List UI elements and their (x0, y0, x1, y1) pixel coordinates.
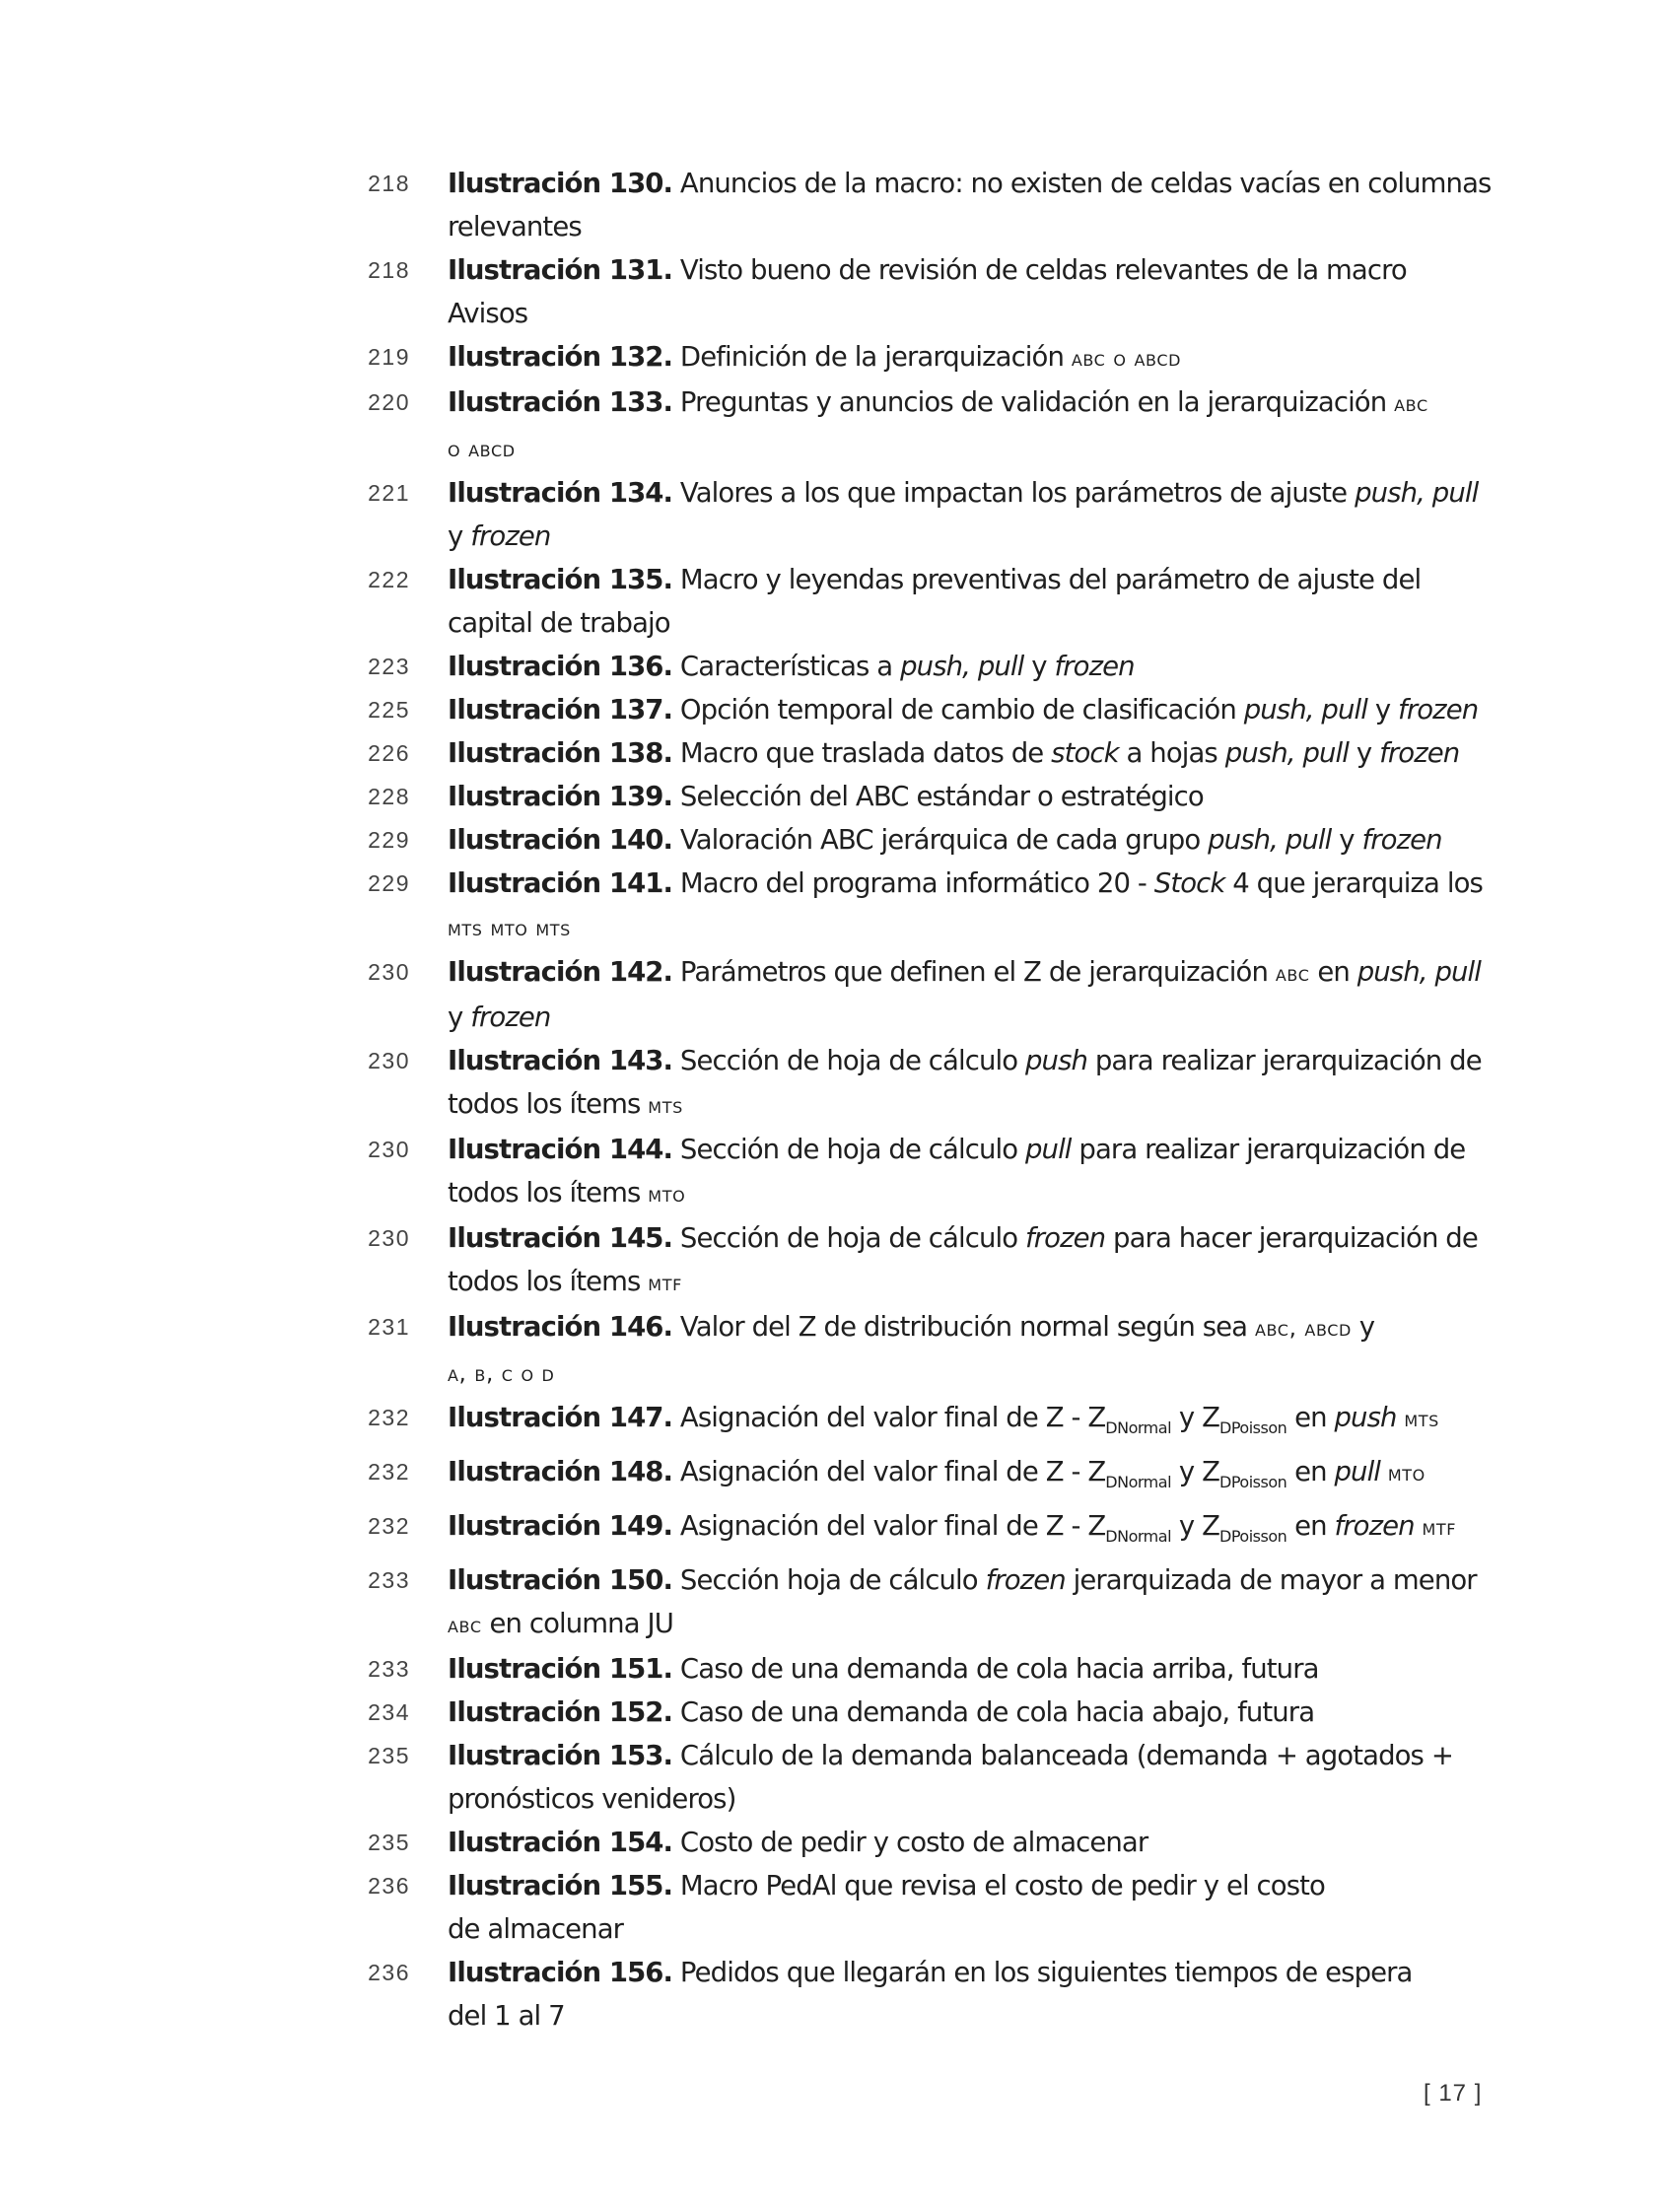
entry-text-part: Macro que traslada datos de (672, 737, 1052, 769)
entry-text-part: y (1023, 651, 1055, 682)
toc-entry[interactable] (359, 1305, 1493, 1396)
subscript: DNormal (1105, 1418, 1172, 1437)
entry-text-part: en (1309, 956, 1357, 988)
acronym: mts (648, 1093, 683, 1119)
acronym: mto (1387, 1461, 1426, 1486)
entry-text-part: Asignación del valor final de Z - Z (672, 1510, 1106, 1542)
italic-term: push, pull (1224, 737, 1350, 769)
entry-label: Ilustración 138. (448, 737, 673, 769)
entry-text-part: en columna JU (481, 1608, 673, 1639)
acronym: o abcd (448, 437, 516, 462)
entry-text-part: Sección hoja de cálculo (672, 1564, 986, 1596)
toc-entry[interactable] (359, 775, 1493, 818)
entry-text-part: Caso de una demanda de cola hacia abajo, futura (672, 1696, 1315, 1728)
entry-text (448, 1653, 1319, 1685)
entry-text (448, 1311, 1374, 1388)
entry-label: Ilustración 150. (448, 1564, 673, 1596)
toc-entry[interactable] (359, 1128, 1493, 1216)
subscript: DPoisson (1219, 1473, 1287, 1491)
italic-term: frozen (470, 1002, 551, 1033)
italic-term: frozen (1379, 737, 1460, 769)
acronym: mtf (1422, 1515, 1457, 1541)
entry-label: Ilustración 142. (448, 956, 673, 988)
italic-term: push, pull (1355, 477, 1479, 509)
entry-label: Ilustración 152. (448, 1696, 673, 1728)
entry-text-part: y (448, 1002, 471, 1033)
italic-term: frozen (1398, 694, 1479, 726)
entry-text-part (1415, 1510, 1423, 1542)
toc-entry[interactable] (359, 1821, 1493, 1864)
entry-text-part: y Z (1171, 1510, 1220, 1542)
entry-label: Ilustración 153. (448, 1740, 673, 1771)
entry-label: Ilustración 133. (448, 386, 673, 418)
entry-page-number: 235 (368, 1743, 410, 1768)
entry-label: Ilustración 137. (448, 694, 673, 726)
toc-entry[interactable] (359, 471, 1493, 558)
toc-entry[interactable] (359, 162, 1493, 248)
acronym: mtf (648, 1271, 682, 1296)
toc-entry[interactable] (359, 688, 1493, 731)
entry-page-number: 218 (368, 257, 410, 283)
toc-entry[interactable] (359, 1396, 1493, 1450)
acronym: abc (1275, 961, 1310, 987)
entry-label: Ilustración 134. (448, 477, 673, 509)
entry-text (448, 1740, 1453, 1815)
italic-term: pull (1334, 1456, 1381, 1487)
entry-page-number: 230 (368, 1137, 410, 1162)
entry-label: Ilustración 139. (448, 781, 673, 812)
entry-page-number: 218 (368, 171, 410, 196)
entry-label: Ilustración 144. (448, 1134, 673, 1165)
subscript: DPoisson (1219, 1527, 1287, 1546)
page-number: [ 17 ] (1424, 2080, 1483, 2107)
toc-entry[interactable] (359, 1450, 1493, 1504)
entry-text-part: Anuncios de la macro: no existen de celdas vacías en columnas relevantes (448, 168, 1492, 242)
entry-text-part: Preguntas y anuncios de validación en la jerarquización (672, 386, 1395, 418)
acronym: abc (448, 1613, 482, 1638)
italic-term: push (1024, 1045, 1088, 1076)
acronym: abc o abcd (1071, 346, 1182, 372)
italic-term: push, pull (1243, 694, 1367, 726)
acronym: abc, abcd (1254, 1316, 1352, 1342)
entry-page-number: 232 (368, 1459, 410, 1485)
entry-text (448, 1222, 1478, 1297)
entry-label: Ilustración 148. (448, 1456, 673, 1487)
entry-label: Ilustración 151. (448, 1653, 673, 1685)
entry-text (448, 341, 1181, 373)
acronym: a, b, c o d (448, 1361, 555, 1387)
toc-entry[interactable] (359, 380, 1493, 471)
toc-entry[interactable] (359, 1504, 1493, 1558)
italic-term: push, pull (1208, 824, 1332, 856)
toc-entry[interactable] (359, 862, 1493, 950)
entry-text-part: Asignación del valor final de Z - Z (672, 1456, 1106, 1487)
entry-page-number: 232 (368, 1513, 410, 1539)
toc-entry[interactable] (359, 1647, 1493, 1691)
entry-text-part: Macro PedAl que revisa el costo de pedir y el costo (672, 1870, 1325, 1901)
entry-text-part: para hacer jerarquización de todos los ítems (448, 1222, 1478, 1297)
entry-text-part: Parámetros que definen el Z de jerarquización (672, 956, 1276, 988)
entry-label: Ilustración 132. (448, 341, 673, 373)
italic-term: push (1334, 1402, 1397, 1433)
entry-text-part (1380, 1456, 1388, 1487)
entry-text-part: jerarquizada de mayor a menor (1065, 1564, 1477, 1596)
entry-page-number: 231 (368, 1314, 410, 1340)
entry-text-part: a hojas (1118, 737, 1225, 769)
italic-term: pull (1024, 1134, 1072, 1165)
entry-text (448, 781, 1204, 812)
entry-text-part: y (1349, 737, 1380, 769)
entry-label: Ilustración 154. (448, 1827, 673, 1858)
entry-page-number: 220 (368, 389, 410, 415)
entry-text-part: en (1287, 1510, 1335, 1542)
entry-text (448, 1510, 1457, 1546)
entry-text (448, 1957, 1413, 2032)
entry-text-part: para realizar jerarquización de todos los ítems (448, 1045, 1482, 1120)
entry-text (448, 956, 1481, 1033)
entry-label: Ilustración 140. (448, 824, 673, 856)
entry-text-part: en (1287, 1402, 1335, 1433)
subscript: DNormal (1105, 1473, 1172, 1491)
entry-page-number: 236 (368, 1960, 410, 1985)
italic-term: stock (1051, 737, 1119, 769)
acronym: abc (1394, 391, 1428, 417)
entry-text-part: Macro del programa informático 20 - (672, 867, 1154, 899)
toc-entry[interactable] (359, 1216, 1493, 1305)
entry-text-part: Sección de hoja de cálculo (672, 1045, 1025, 1076)
entry-text-part: Caso de una demanda de cola hacia arriba, futura (672, 1653, 1319, 1685)
entry-text (448, 386, 1428, 463)
entry-text-part: Pedidos que llegarán en los siguientes tiempos de espera (672, 1957, 1413, 1988)
entry-text-part: Definición de la jerarquización (672, 341, 1072, 373)
toc-entry[interactable] (359, 1951, 1493, 2038)
entry-text-part: Sección de hoja de cálculo (672, 1134, 1025, 1165)
entry-page-number: 226 (368, 740, 410, 766)
entry-page-number: 223 (368, 654, 410, 679)
entry-text (448, 1870, 1325, 1945)
entry-page-number: 230 (368, 1225, 410, 1251)
entry-label: Ilustración 145. (448, 1222, 673, 1254)
entry-page-number: 232 (368, 1405, 410, 1430)
subscript: DPoisson (1219, 1418, 1287, 1437)
entry-text (448, 1045, 1482, 1120)
entry-label: Ilustración 149. (448, 1510, 673, 1542)
entry-page-number: 230 (368, 1048, 410, 1073)
toc-entry[interactable] (359, 950, 1493, 1039)
entry-label: Ilustración 146. (448, 1311, 673, 1343)
italic-term: frozen (1334, 1510, 1415, 1542)
entry-page-number: 230 (368, 959, 410, 985)
entry-text-part: Sección de hoja de cálculo (672, 1222, 1025, 1254)
entry-text-part: 4 que jerarquiza los (1224, 867, 1483, 899)
entry-text-part: y (1366, 694, 1399, 726)
entry-label: Ilustración 135. (448, 564, 673, 595)
entry-page-number: 221 (368, 480, 410, 506)
entry-text-part: Asignación del valor final de Z - Z (672, 1402, 1106, 1433)
entry-text-part: Cálculo de la demanda balanceada (demanda + agotados + pronósticos venideros) (448, 1740, 1453, 1815)
entry-text-part: de almacenar (448, 1913, 624, 1945)
entry-text (448, 1456, 1426, 1491)
entry-text-part: Características a (672, 651, 901, 682)
entry-text (448, 867, 1483, 942)
entry-text-part: y Z (1171, 1456, 1220, 1487)
italic-term: frozen (1024, 1222, 1106, 1254)
entry-page-number: 236 (368, 1873, 410, 1899)
acronym: mts mto mts (448, 916, 571, 941)
entry-text (448, 694, 1478, 726)
entry-label: Ilustración 156. (448, 1957, 673, 1988)
entry-text-part: Opción temporal de cambio de clasificación (672, 694, 1244, 726)
entry-text (448, 1134, 1465, 1209)
entry-text-part: Valores a los que impactan los parámetros de ajuste (672, 477, 1356, 509)
entry-text (448, 1402, 1439, 1437)
entry-label: Ilustración 143. (448, 1045, 673, 1076)
acronym: mts (1404, 1407, 1439, 1432)
entry-label: Ilustración 155. (448, 1870, 673, 1901)
entry-text-part: y Z (1171, 1402, 1220, 1433)
italic-term: frozen (985, 1564, 1066, 1596)
entry-text-part: Valor del Z de distribución normal según sea (672, 1311, 1255, 1343)
entry-text (448, 254, 1407, 329)
entry-label: Ilustración 147. (448, 1402, 673, 1433)
entry-page-number: 229 (368, 827, 410, 853)
entry-page-number: 219 (368, 344, 410, 370)
entry-text (448, 651, 1135, 682)
entry-text-part: para realizar jerarquización de todos los ítems (448, 1134, 1466, 1209)
entry-page-number: 234 (368, 1699, 410, 1725)
entry-text-part: Costo de pedir y costo de almacenar (672, 1827, 1148, 1858)
entry-text-part: Macro y leyendas preventivas del parámetro de ajuste del capital de trabajo (448, 564, 1422, 639)
entry-text (448, 1827, 1147, 1858)
toc-entry[interactable] (359, 731, 1493, 775)
acronym: mto (648, 1182, 686, 1208)
toc-entry[interactable] (359, 248, 1493, 335)
italic-term: frozen (1054, 651, 1135, 682)
toc-entry[interactable] (359, 645, 1493, 688)
entry-text-part: Valoración ABC jerárquica de cada grupo (672, 824, 1209, 856)
toc-entry[interactable] (359, 1039, 1493, 1128)
entry-text-part: Selección del ABC estándar o estratégico (672, 781, 1204, 812)
toc-entry[interactable] (359, 1734, 1493, 1821)
entry-text (448, 564, 1421, 639)
toc-entry[interactable] (359, 818, 1493, 862)
entry-text-part: y (1351, 1311, 1375, 1343)
italic-term: frozen (470, 520, 551, 552)
entry-label: Ilustración 130. (448, 168, 673, 199)
entry-text-part: y (448, 520, 471, 552)
entry-text (448, 168, 1491, 242)
italic-term: frozen (1361, 824, 1442, 856)
italic-term: push, pull (1356, 956, 1482, 988)
entry-text-part: en (1287, 1456, 1335, 1487)
toc-entry[interactable] (359, 1864, 1493, 1951)
entry-label: Ilustración 131. (448, 254, 673, 286)
toc-entry[interactable] (359, 1558, 1493, 1647)
subscript: DNormal (1105, 1527, 1172, 1546)
toc-entry[interactable] (359, 558, 1493, 645)
entry-text (448, 737, 1459, 769)
toc-entry[interactable] (359, 1691, 1493, 1734)
entry-page-number: 233 (368, 1567, 410, 1593)
entry-text-part: del 1 al 7 (448, 2000, 565, 2032)
entry-text-part: Visto bueno de revisión de celdas relevantes de la macro Avisos (448, 254, 1407, 329)
entry-page-number: 222 (368, 567, 410, 592)
entry-page-number: 235 (368, 1830, 410, 1855)
entry-label: Ilustración 136. (448, 651, 673, 682)
entry-page-number: 228 (368, 784, 410, 809)
entry-page-number: 225 (368, 697, 410, 723)
entry-page-number: 229 (368, 870, 410, 896)
entry-label: Ilustración 141. (448, 867, 673, 899)
italic-term: Stock (1153, 867, 1225, 899)
entry-text (448, 824, 1442, 856)
entry-text (448, 1696, 1314, 1728)
entry-text (448, 477, 1478, 552)
entry-text-part: y (1331, 824, 1362, 856)
entry-page-number: 233 (368, 1656, 410, 1682)
entry-text (448, 1564, 1477, 1639)
toc-entry[interactable] (359, 335, 1493, 380)
illustration-index (359, 162, 1493, 2038)
italic-term: push, pull (900, 651, 1024, 682)
